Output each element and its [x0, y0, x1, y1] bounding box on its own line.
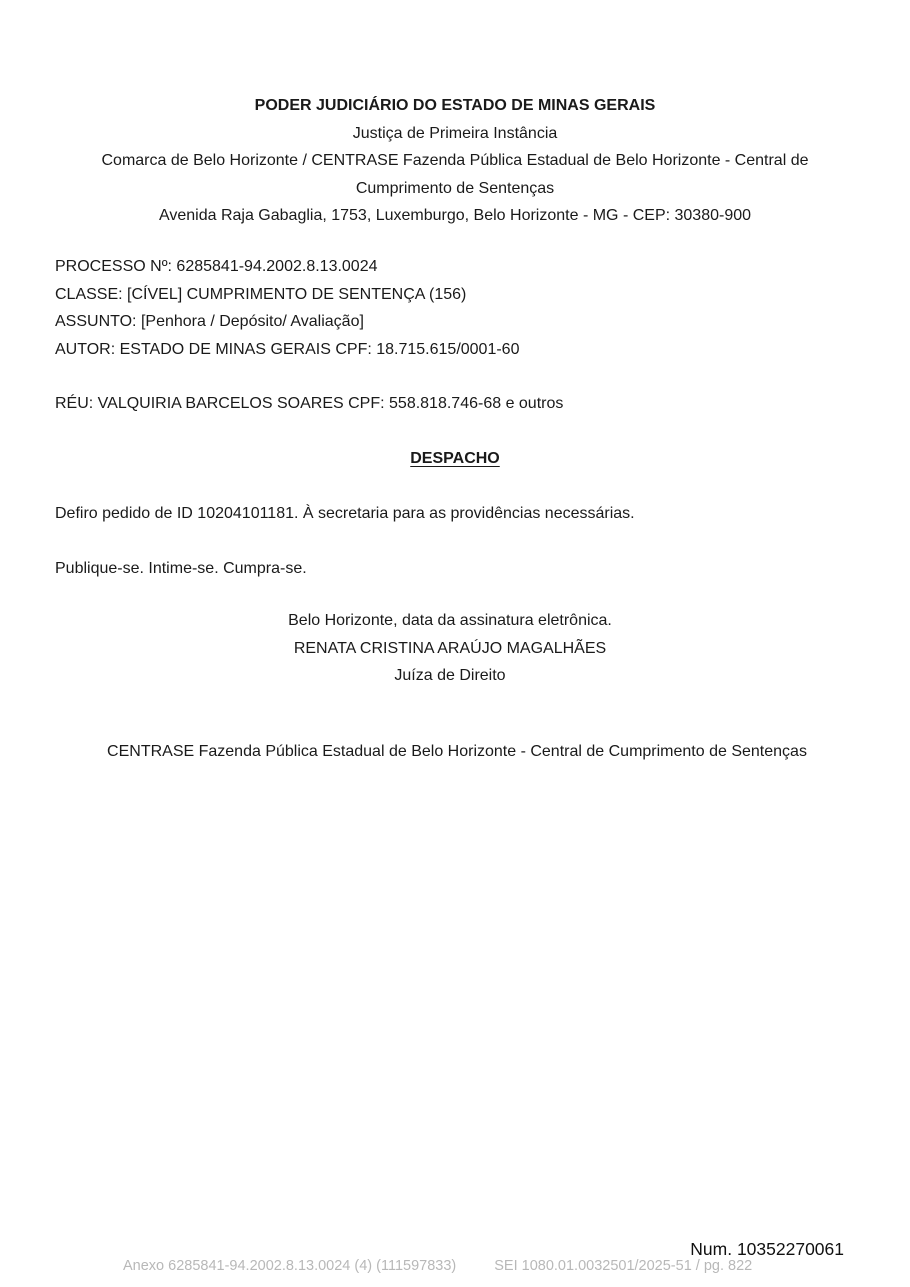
annex-reference: Anexo 6285841-94.2002.8.13.0024 (4) (111597833) — [123, 1258, 457, 1274]
sei-reference: SEI 1080.01.0032501/2025-51 / pg. 822 — [494, 1258, 753, 1274]
document-header — [55, 92, 855, 230]
case-class: CLASSE: [CÍVEL] CUMPRIMENTO DE SENTENÇA (156) — [55, 285, 467, 303]
signature-block — [0, 607, 900, 690]
judge-name: RENATA CRISTINA ARAÚJO MAGALHÃES — [293, 639, 607, 657]
case-defendant: RÉU: VALQUIRIA BARCELOS SOARES CPF: 558.818.746-68 e outros — [55, 395, 564, 412]
court-address: Avenida Raja Gabaglia, 1753, Luxemburgo, Belo Horizonte - MG - CEP: 30380-900 — [158, 207, 752, 224]
despacho-paragraph-2: Publique-se. Intime-se. Cumpra-se. — [55, 560, 307, 577]
document-number: Num. 10352270061 — [690, 1239, 844, 1259]
court-instance: Justiça de Primeira Instância — [352, 124, 558, 142]
signature-place-date: Belo Horizonte, data da assinatura eletrônica. — [288, 612, 612, 629]
annex-stamp — [123, 1256, 752, 1276]
judge-title: Juíza de Direito — [394, 667, 506, 684]
case-plaintiff: AUTOR: ESTADO DE MINAS GERAIS CPF: 18.715.615/0001-60 — [55, 340, 520, 358]
despacho-title: DESPACHO — [410, 450, 500, 467]
despacho-paragraph-1: Defiro pedido de ID 10204101181. À secretaria para as providências necessárias. — [55, 505, 635, 522]
comarca-line-2: Cumprimento de Sentenças — [355, 179, 555, 197]
footer-unit: CENTRASE Fazenda Pública Estadual de Belo Horizonte - Central de Cumprimento de Sentenças — [107, 743, 807, 760]
processo-number: PROCESSO Nº: 6285841-94.2002.8.13.0024 — [55, 258, 378, 275]
despacho-heading — [0, 445, 910, 473]
court-name: PODER JUDICIÁRIO DO ESTADO DE MINAS GERAIS — [254, 97, 656, 114]
case-subject: ASSUNTO: [Penhora / Depósito/ Avaliação] — [55, 313, 364, 330]
case-info — [55, 253, 855, 363]
comarca-line-1: Comarca de Belo Horizonte / CENTRASE Fazenda Pública Estadual de Belo Horizonte - Central de — [101, 152, 809, 169]
